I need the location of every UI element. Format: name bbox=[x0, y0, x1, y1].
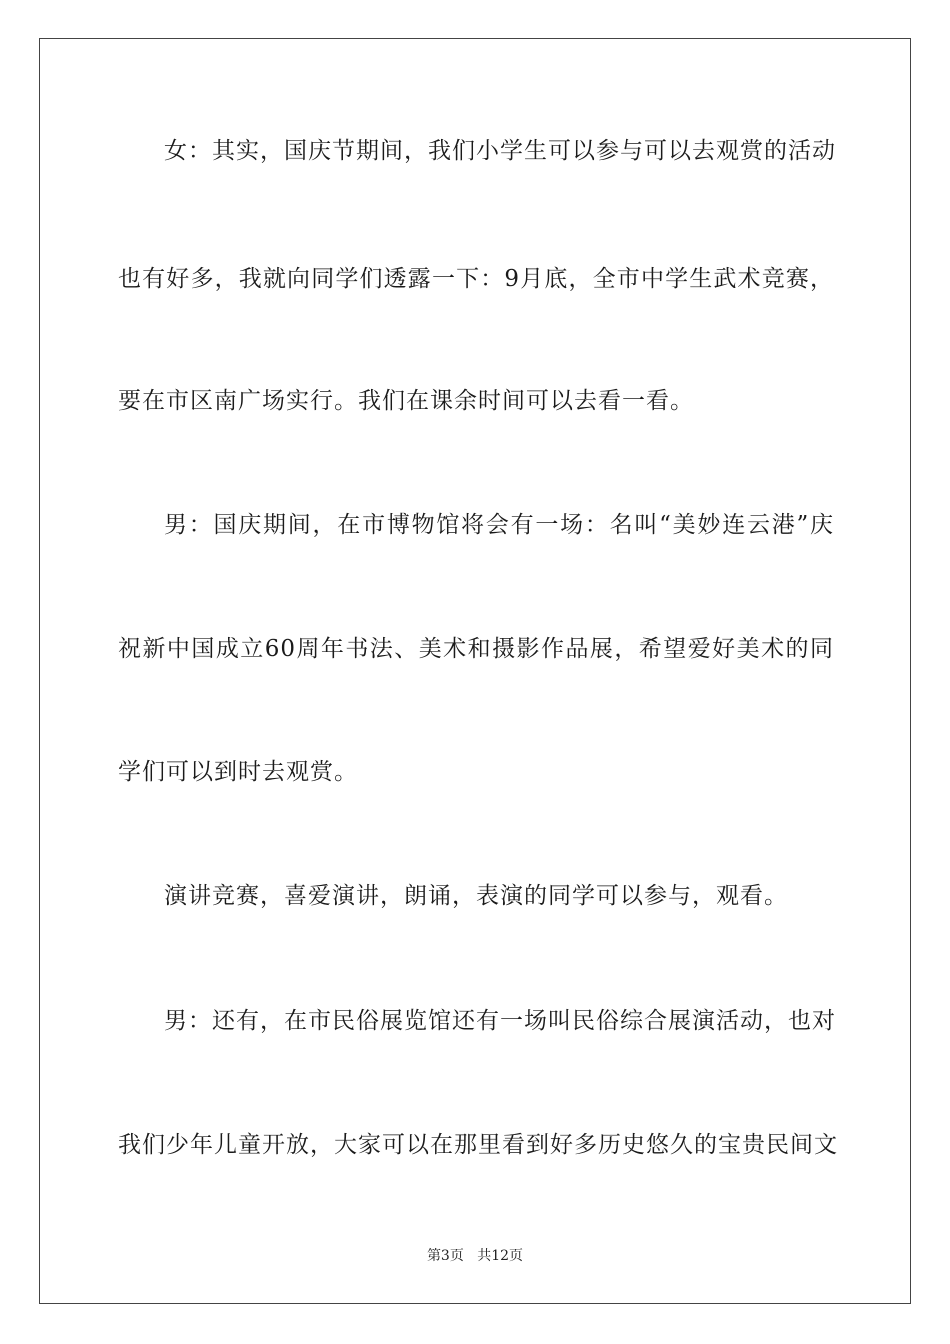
page-footer bbox=[0, 1246, 950, 1266]
page-border bbox=[39, 38, 911, 1304]
paragraph-line-6: 学们可以到时去观赏。 bbox=[118, 759, 358, 785]
paragraph-line-7: 演讲竞赛，喜爱演讲，朗诵，表演的同学可以参与，观看。 bbox=[164, 883, 788, 909]
paragraph-line-3: 要在市区南广场实行。我们在课余时间可以去看一看。 bbox=[118, 388, 694, 414]
paragraph-line-1: 女：其实，国庆节期间，我们小学生可以参与可以去观赏的活动 bbox=[164, 138, 836, 164]
paragraph-line-5: 祝新中国成立60周年书法、美术和摄影作品展，希望爱好美术的同 bbox=[118, 636, 834, 662]
paragraph-line-8: 男：还有，在市民俗展览馆还有一场叫民俗综合展演活动，也对 bbox=[164, 1008, 836, 1034]
paragraph-line-4: 男：国庆期间，在市博物馆将会有一场：名叫“美妙连云港”庆 bbox=[164, 512, 834, 538]
paragraph-line-2: 也有好多，我就向同学们透露一下：9月底，全市中学生武术竞赛， bbox=[118, 266, 834, 292]
page-number: 第3页 bbox=[426, 1248, 464, 1264]
paragraph-line-9: 我们少年儿童开放，大家可以在那里看到好多历史悠久的宝贵民间文 bbox=[118, 1132, 838, 1158]
page-total: 共12页 bbox=[477, 1248, 524, 1264]
